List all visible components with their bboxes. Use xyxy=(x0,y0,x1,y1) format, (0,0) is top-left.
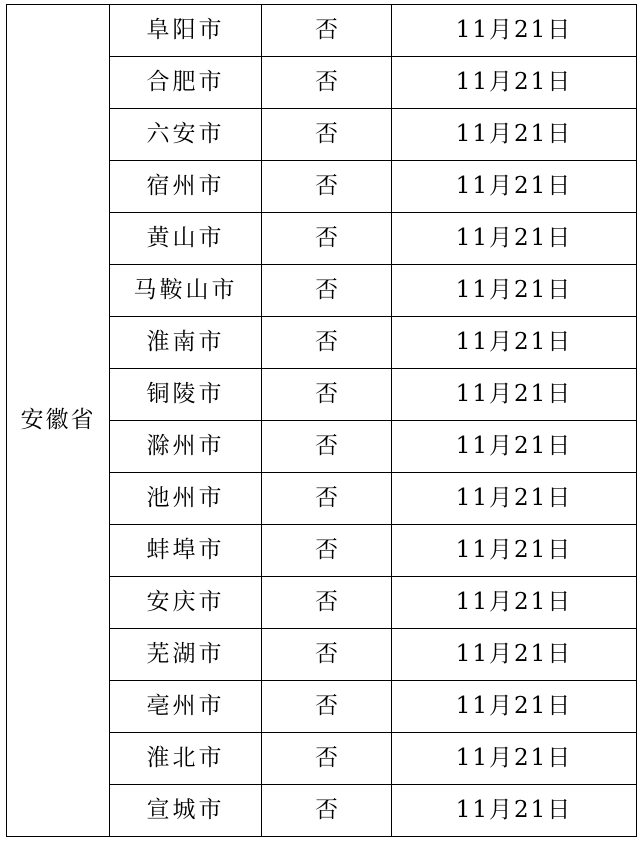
date-cell: 11月21日 xyxy=(392,5,637,57)
date-cell: 11月21日 xyxy=(392,213,637,265)
date-cell: 11月21日 xyxy=(392,317,637,369)
status-cell: 否 xyxy=(262,57,392,109)
table-row xyxy=(7,5,637,57)
city-cell: 合肥市 xyxy=(110,57,262,109)
status-cell: 否 xyxy=(262,577,392,629)
city-cell: 芜湖市 xyxy=(110,629,262,681)
city-cell: 蚌埠市 xyxy=(110,525,262,577)
status-cell: 否 xyxy=(262,421,392,473)
date-cell: 11月21日 xyxy=(392,473,637,525)
city-cell: 池州市 xyxy=(110,473,262,525)
city-cell: 淮北市 xyxy=(110,733,262,785)
status-cell: 否 xyxy=(262,629,392,681)
status-cell: 否 xyxy=(262,369,392,421)
date-cell: 11月21日 xyxy=(392,265,637,317)
date-cell: 11月21日 xyxy=(392,421,637,473)
status-cell: 否 xyxy=(262,213,392,265)
status-cell: 否 xyxy=(262,473,392,525)
status-cell: 否 xyxy=(262,733,392,785)
date-cell: 11月21日 xyxy=(392,57,637,109)
date-cell: 11月21日 xyxy=(392,369,637,421)
date-cell: 11月21日 xyxy=(392,629,637,681)
city-cell: 黄山市 xyxy=(110,213,262,265)
status-cell: 否 xyxy=(262,525,392,577)
city-cell: 铜陵市 xyxy=(110,369,262,421)
city-cell: 淮南市 xyxy=(110,317,262,369)
date-cell: 11月21日 xyxy=(392,577,637,629)
city-cell: 滁州市 xyxy=(110,421,262,473)
city-cell: 六安市 xyxy=(110,109,262,161)
city-cell: 安庆市 xyxy=(110,577,262,629)
date-cell: 11月21日 xyxy=(392,733,637,785)
city-status-table xyxy=(6,4,637,837)
date-cell: 11月21日 xyxy=(392,109,637,161)
date-cell: 11月21日 xyxy=(392,525,637,577)
date-cell: 11月21日 xyxy=(392,161,637,213)
status-cell: 否 xyxy=(262,317,392,369)
city-cell: 亳州市 xyxy=(110,681,262,733)
status-cell: 否 xyxy=(262,109,392,161)
status-cell: 否 xyxy=(262,681,392,733)
province-cell: 安徽省 xyxy=(7,5,110,837)
table-body xyxy=(7,5,637,837)
status-cell: 否 xyxy=(262,161,392,213)
city-cell: 阜阳市 xyxy=(110,5,262,57)
city-cell: 宿州市 xyxy=(110,161,262,213)
status-cell: 否 xyxy=(262,265,392,317)
city-cell: 马鞍山市 xyxy=(110,265,262,317)
date-cell: 11月21日 xyxy=(392,785,637,837)
status-cell: 否 xyxy=(262,5,392,57)
date-cell: 11月21日 xyxy=(392,681,637,733)
status-cell: 否 xyxy=(262,785,392,837)
city-cell: 宣城市 xyxy=(110,785,262,837)
